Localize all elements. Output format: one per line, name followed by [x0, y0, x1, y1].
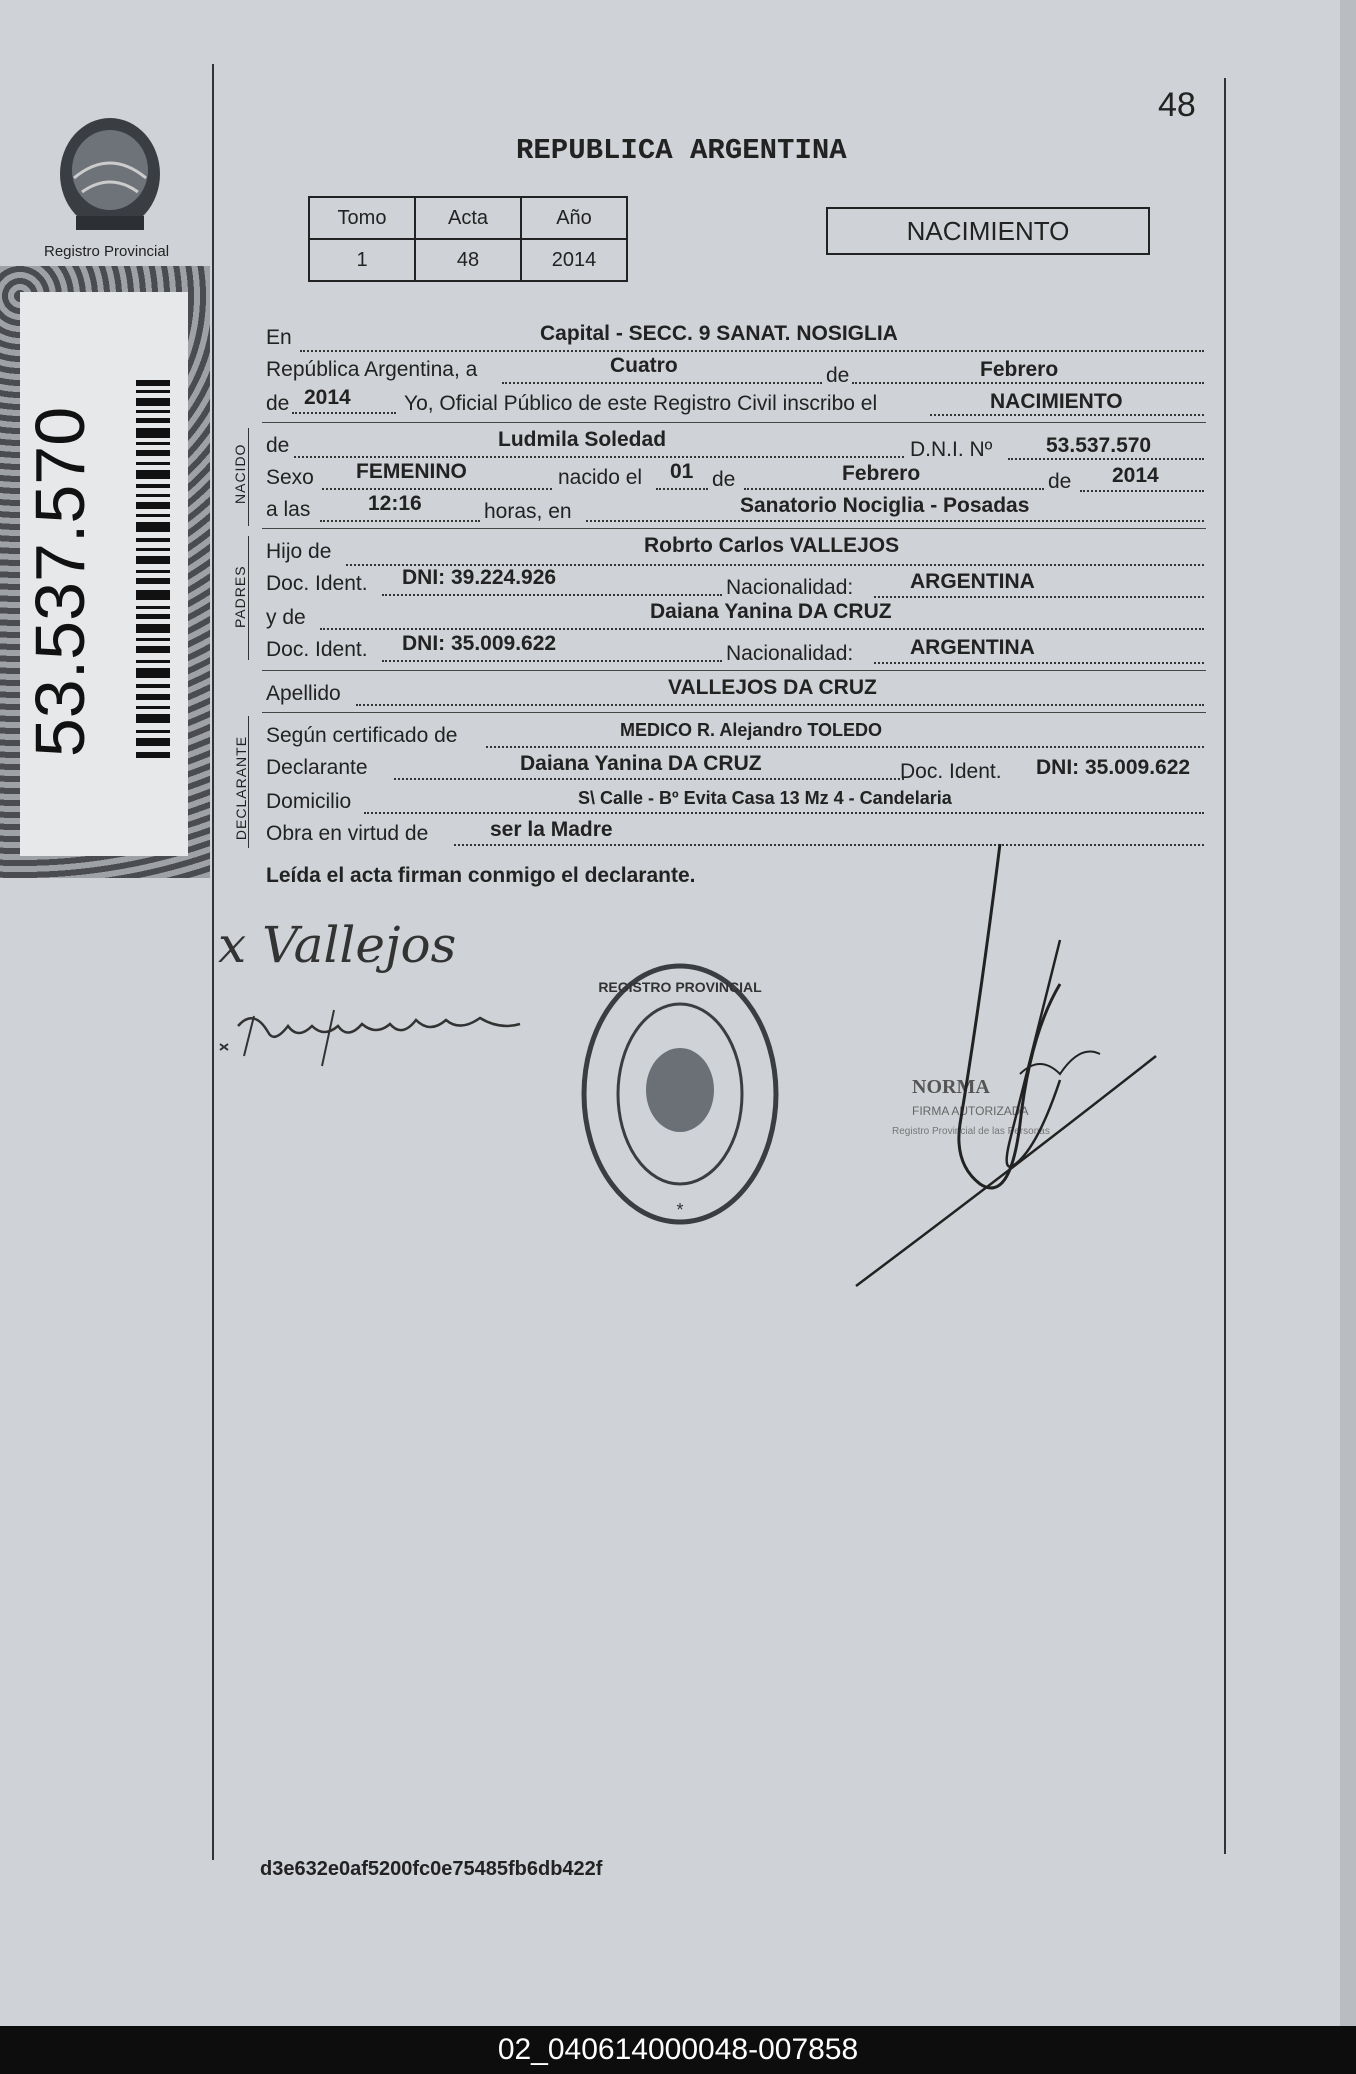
barcode-icon: [136, 380, 170, 760]
official-stamp-office: Registro Provincial de las Personas: [892, 1126, 1050, 1137]
alas-label: a las: [266, 498, 311, 521]
dotted-line: [1080, 490, 1204, 492]
separator: [262, 712, 1206, 713]
svg-text:x Vallejos: x Vallejos: [218, 916, 457, 974]
domicilio-label: Domicilio: [266, 790, 352, 813]
de2-label: de: [266, 392, 290, 415]
field-inscribe: NACIMIENTO: [990, 390, 1123, 413]
nacido-label: nacido el: [558, 466, 643, 489]
meta-value-acta: 48: [415, 239, 521, 281]
document-hash: d3e632e0af5200fc0e75485fb6db422f: [260, 1858, 603, 1880]
section-bracket: [248, 536, 249, 660]
field-lugar: Capital - SECC. 9 SANAT. NOSIGLIA: [540, 322, 898, 345]
field-certificado: MEDICO R. Alejandro TOLEDO: [620, 720, 883, 740]
svg-text:*: *: [676, 1200, 684, 1220]
dotted-line: [744, 488, 1044, 490]
dotted-line: [930, 414, 1204, 416]
dotted-line: [322, 488, 552, 490]
de3-label: de: [266, 434, 290, 457]
footer-id: 02_040614000048-007858: [0, 2026, 1356, 2074]
de5-label: de: [1048, 470, 1072, 493]
registry-seal-icon: [52, 108, 172, 240]
meta-header-acta: Acta: [415, 197, 521, 239]
signature-mother-icon: [214, 990, 534, 1070]
dni-label: D.N.I. Nº: [910, 438, 993, 461]
field-hora: 12:16: [368, 492, 422, 515]
section-nacido: NACIDO: [232, 443, 248, 504]
doc3-label: Doc. Ident.: [900, 760, 1002, 783]
dotted-line: [320, 628, 1204, 630]
de-label: de: [826, 364, 850, 387]
declarante-label: Declarante: [266, 756, 368, 779]
dotted-line: [364, 812, 1204, 814]
separator: [262, 528, 1206, 529]
section-bracket: [248, 428, 249, 526]
right-margin-line: [1224, 78, 1226, 1854]
registry-stamp-icon: [578, 958, 788, 1228]
signature-father-icon: [214, 906, 457, 986]
dotted-line: [874, 662, 1204, 664]
obra-label: Obra en virtud de: [266, 822, 429, 845]
field-doc-padre: DNI: 39.224.926: [402, 566, 557, 589]
doc1-label: Doc. Ident.: [266, 572, 368, 595]
official-stamp-name: NORMA: [912, 1076, 990, 1098]
field-nac-padre: ARGENTINA: [910, 570, 1035, 593]
page-edge: [1340, 0, 1356, 2026]
page-number: 48: [1158, 86, 1196, 124]
barcode-number: 53.537.570: [21, 406, 99, 758]
nac2-label: Nacionalidad:: [726, 642, 854, 665]
field-mes-nac: Febrero: [842, 462, 921, 485]
dotted-line: [294, 456, 904, 458]
en-label: En: [266, 326, 292, 349]
separator: [262, 422, 1206, 423]
meta-header-tomo: Tomo: [309, 197, 415, 239]
dotted-line: [486, 746, 1204, 748]
record-type-box: NACIMIENTO: [826, 207, 1150, 255]
hijo-label: Hijo de: [266, 540, 332, 563]
field-anio-nac: 2014: [1112, 464, 1159, 487]
dotted-line: [502, 382, 822, 384]
dotted-line: [852, 382, 1204, 384]
meta-value-tomo: 1: [309, 239, 415, 281]
closing-statement: Leída el acta firman conmigo el declarante.: [266, 864, 696, 887]
section-padres: PADRES: [232, 565, 248, 628]
field-declarante: Daiana Yanina DA CRUZ: [520, 752, 762, 775]
horas-label: horas, en: [484, 500, 572, 523]
nac1-label: Nacionalidad:: [726, 576, 854, 599]
field-madre: Daiana Yanina DA CRUZ: [650, 600, 892, 623]
meta-header-anio: Año: [521, 197, 627, 239]
doc2-label: Doc. Ident.: [266, 638, 368, 661]
document-title: REPUBLICA ARGENTINA: [516, 134, 847, 167]
field-nac-madre: ARGENTINA: [910, 636, 1035, 659]
dotted-line: [292, 412, 396, 414]
field-doc-madre: DNI: 35.009.622: [402, 632, 557, 655]
sexo-label: Sexo: [266, 466, 314, 489]
field-apellido: VALLEJOS DA CRUZ: [668, 676, 877, 699]
field-padre: Robrto Carlos VALLEJOS: [644, 534, 900, 557]
meta-value-anio: 2014: [521, 239, 627, 281]
oficial-text: Yo, Oficial Público de este Registro Civil inscribo el: [404, 392, 878, 415]
certificado-label: Según certificado de: [266, 724, 458, 747]
dotted-line: [586, 520, 1204, 522]
dotted-line: [320, 520, 480, 522]
official-stamp-role: FIRMA AUTORIZADA: [912, 1104, 1029, 1118]
field-dia-nac: 01: [670, 460, 694, 483]
dotted-line: [656, 488, 708, 490]
separator: [262, 670, 1206, 671]
section-declarante: DECLARANTE: [233, 735, 249, 841]
field-anio-acta: 2014: [304, 386, 351, 409]
field-doc-declarante: DNI: 35.009.622: [1036, 756, 1191, 779]
dotted-line: [300, 350, 1204, 352]
field-sexo: FEMENINO: [356, 460, 467, 483]
field-dni: 53.537.570: [1046, 434, 1152, 457]
svg-text:REGISTRO PROVINCIAL: REGISTRO PROVINCIAL: [598, 979, 762, 995]
dotted-line: [382, 660, 722, 662]
dotted-line: [874, 596, 1204, 598]
yde-label: y de: [266, 606, 306, 629]
official-signature-icon: [850, 840, 1170, 1300]
dotted-line: [1008, 458, 1204, 460]
field-domicilio: S\ Calle - Bº Evita Casa 13 Mz 4 - Candelaria: [578, 788, 952, 808]
dotted-line: [394, 778, 904, 780]
field-dia-texto: Cuatro: [610, 354, 678, 377]
de4-label: de: [712, 468, 736, 491]
field-obra: ser la Madre: [490, 818, 613, 841]
field-mes-acta: Febrero: [980, 358, 1059, 381]
field-lugar-nac: Sanatorio Nociglia - Posadas: [740, 494, 1030, 517]
registry-label: Registro Provincial: [44, 243, 170, 260]
dotted-line: [356, 704, 1204, 706]
dotted-line: [382, 594, 722, 596]
meta-table: [308, 196, 628, 282]
field-nombre: Ludmila Soledad: [498, 428, 667, 451]
apellido-label: Apellido: [266, 682, 341, 705]
republica-label: República Argentina, a: [266, 358, 478, 381]
